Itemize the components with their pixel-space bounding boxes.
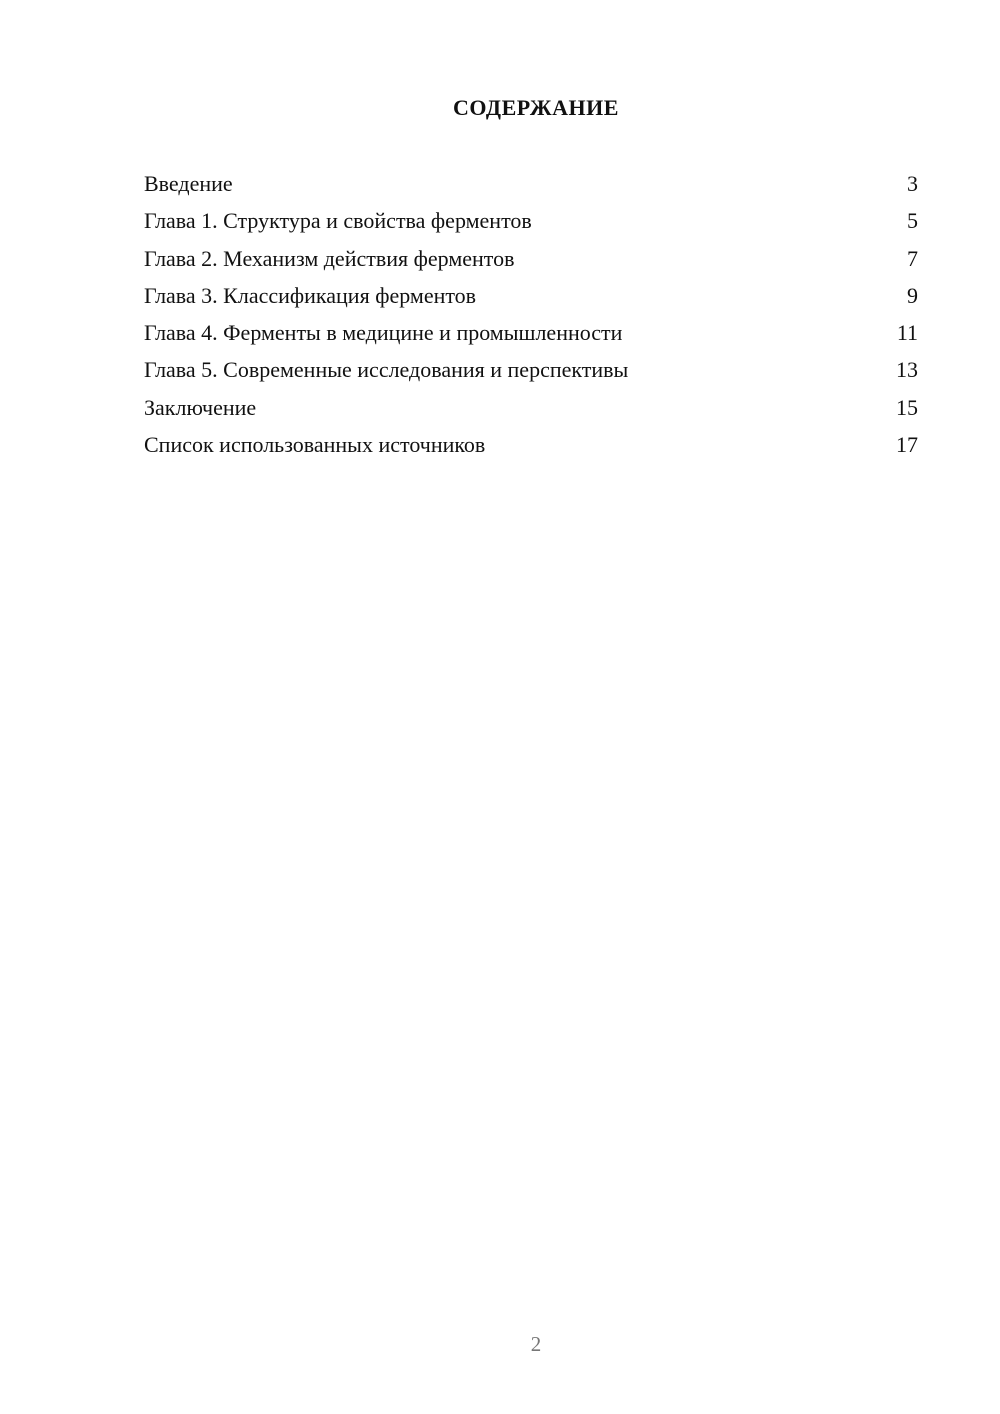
toc-entry-page: 17 <box>896 432 918 458</box>
page-number: 2 <box>530 1332 542 1356</box>
toc-entry-label: Глава 5. Современные исследования и перспективы <box>144 357 629 383</box>
toc-entry-page: 15 <box>896 394 918 420</box>
toc-entry-page: 5 <box>907 208 918 234</box>
toc-entry-page: 11 <box>896 320 918 346</box>
toc-entry-page: 3 <box>907 171 918 196</box>
toc-entry-chapter-3[interactable] <box>144 280 918 317</box>
toc-entry-label: Глава 4. Ферменты в медицине и промышленности <box>144 320 623 346</box>
page-title: СОДЕРЖАНИЕ <box>453 95 619 120</box>
toc-entry-references[interactable] <box>144 429 918 466</box>
toc-entry-label: Глава 1. Структура и свойства ферментов <box>144 208 532 234</box>
toc-entry-label: Глава 3. Классификация ферментов <box>144 282 477 308</box>
toc-entry-page: 7 <box>907 245 918 271</box>
toc-entry-page: 9 <box>907 282 918 308</box>
toc-entry-label: Глава 2. Механизм действия ферментов <box>144 245 515 271</box>
toc-entry-label: Заключение <box>144 394 257 420</box>
toc-entry-label: Введение <box>144 171 233 196</box>
toc-entry-chapter-1[interactable] <box>144 205 918 242</box>
table-of-contents <box>144 168 918 466</box>
toc-entry-conclusion[interactable] <box>144 392 918 429</box>
toc-entry-label: Список использованных источников <box>144 432 486 458</box>
toc-entry-introduction[interactable] <box>144 168 918 205</box>
toc-entry-chapter-5[interactable] <box>144 354 918 391</box>
toc-entry-chapter-2[interactable] <box>144 243 918 280</box>
toc-entry-page: 13 <box>896 357 918 383</box>
toc-entry-chapter-4[interactable] <box>144 317 918 354</box>
